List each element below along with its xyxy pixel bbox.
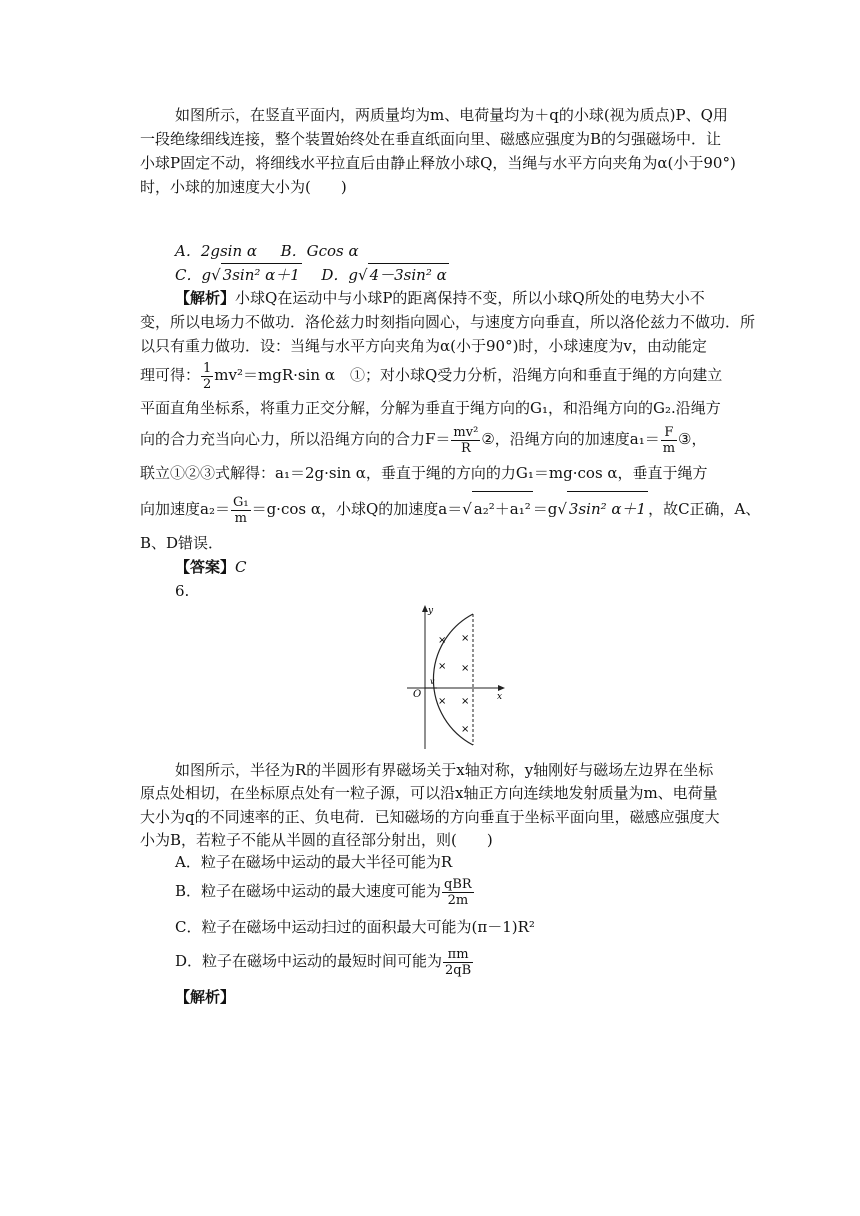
fraction-half: $\frac{1}{2}$ xyxy=(203,360,212,392)
q5-analysis-line-9: B、D错误． xyxy=(140,534,224,552)
q5-stem-line-2: 一段绝缘细线连接，整个装置始终处在垂直纸面向里、磁感应强度为B的匀强磁场中．让 xyxy=(140,130,722,148)
q6-option-a: A．粒子在磁场中运动的最大半径可能为R xyxy=(175,853,453,871)
cross-mark: × xyxy=(438,696,447,707)
q5-option-d-radicand: 4－3sin² α xyxy=(368,263,449,286)
cross-mark: × xyxy=(461,633,470,644)
q5-stem-line-1: 如图所示，在竖直平面内，两质量均为m、电荷量均为＋q的小球(视为质点)P、Q用 xyxy=(175,106,728,124)
q6-option-d: D．粒子在磁场中运动的最短时间可能为 $\frac{\pi m}{2qB}$ xyxy=(175,946,472,978)
q5-analysis-line-1: 【解析】小球Q在运动中与小球P的距离保持不变，所以小球Q所处的电势大小不 xyxy=(175,289,705,307)
cross-mark: × xyxy=(438,635,447,646)
q5-answer-value: C xyxy=(235,558,247,576)
cross-mark: × xyxy=(461,724,470,735)
x-axis-label: x xyxy=(497,692,503,702)
field-crosses xyxy=(438,633,469,735)
q5-analysis-line-3: 以只有重力做功．设：当绳与水平方向夹角为α(小于90°)时，小球速度为v，由动能定 xyxy=(140,337,707,355)
q6-option-c: C．粒子在磁场中运动扫过的面积最大可能为(π－1)R² xyxy=(175,918,535,936)
fraction-mv2-r: $\frac{\text{mv²}}{R}$ xyxy=(453,424,479,456)
q5-analysis-line-7: 联立①②③式解得：a₁＝2g·sin α，垂直于绳的方向的力G₁＝mg·cos α，垂直于绳方 xyxy=(140,464,708,482)
q6-figure xyxy=(397,603,509,755)
q5-options-ab xyxy=(175,240,359,262)
q5-option-c-radicand: 3sin² α＋1 xyxy=(221,263,302,286)
q6-stem-line-4: 小为B，若粒子不能从半圆的直径部分射出，则( ) xyxy=(140,831,493,849)
q5-analysis-line-2: 变，所以电场力不做功．洛伦兹力时刻指向圆心，与速度方向垂直，所以洛伦兹力不做功．所 xyxy=(140,313,756,331)
velocity-label: v xyxy=(430,677,435,686)
cross-mark: × xyxy=(438,661,447,672)
q5-stem-line-4: 时，小球的加速度大小为( ) xyxy=(140,178,347,196)
origin-label: O xyxy=(413,689,422,700)
q5-analysis-line-5: 平面直角坐标系，将重力正交分解，分解为垂直于绳方向的G₁，和沿绳方向的G₂.沿绳方 xyxy=(140,399,721,417)
cross-mark: × xyxy=(461,663,470,674)
q6-number: 6. xyxy=(175,582,190,600)
q5-analysis-line-4: 理可得： $\frac{1}{2}$ mv²＝mgR·sin α ①；对小球Q受力分析，沿绳方向和垂直于绳的方向建立 xyxy=(140,360,723,392)
fraction-pim-2qb: $\frac{\pi m}{2qB}$ xyxy=(445,946,472,978)
q6-option-b: B．粒子在磁场中运动的最大速度可能为 $\frac{\text{qBR}}{2m}$ xyxy=(175,876,472,908)
q5-option-c-prefix: C．g xyxy=(175,266,212,284)
q5-option-b: B．Gcos α xyxy=(280,242,359,260)
x-axis-arrow xyxy=(498,685,505,691)
q6-stem-line-3: 大小为q的不同速率的正、负电荷．已知磁场的方向垂直于坐标平面向里，磁感应强度大 xyxy=(140,808,720,826)
q6-stem-line-2: 原点处相切，在坐标原点处有一粒子源，可以沿x轴正方向连续地发射质量为m、电荷量 xyxy=(140,784,718,802)
q6-analysis-label: 【解析】 xyxy=(175,988,236,1006)
y-axis-label: y xyxy=(428,606,434,616)
fraction-f-m: $\frac{F}{m}$ xyxy=(662,424,676,456)
fraction-qbr-2m: $\frac{\text{qBR}}{2m}$ xyxy=(444,876,472,908)
q6-stem-line-1: 如图所示，半径为R的半圆形有界磁场关于x轴对称，y轴刚好与磁场左边界在坐标 xyxy=(175,761,714,779)
q5-answer-label: 【答案】 xyxy=(175,558,236,576)
q5-option-a: A．2gsin α xyxy=(175,242,258,260)
q5-option-d-prefix: D．g xyxy=(321,266,359,284)
q5-answer xyxy=(175,556,247,578)
cross-mark: × xyxy=(461,696,470,707)
q5-analysis-line-6: 向的合力充当向心力，所以沿绳方向的合力F＝ $\frac{\text{mv²}}{R}$ ②，沿绳方向的加速度a₁＝ $\frac{F}{m}$ ③， xyxy=(140,424,707,456)
q5-options-cd: C．g√ 3sin² α＋1 D．g√ 4－3sin² α xyxy=(175,263,449,286)
q5-analysis-label: 【解析】 xyxy=(175,289,236,307)
fraction-g1-m: $\frac{\text{G₁}}{m}$ xyxy=(232,494,249,526)
q5-analysis-line-8: 向加速度a₂＝ $\frac{\text{G₁}}{m}$ ＝g·cos α，小球Q的加速度a＝√ a₂²＋a₁² ＝g√ 3sin² α＋1 ，故C正确，A、 xyxy=(140,491,760,526)
q5-stem-line-3: 小球P固定不动，将细线水平拉直后由静止释放小球Q，当绳与水平方向夹角为α(小于90°) xyxy=(140,154,736,172)
magnetic-field-diagram xyxy=(397,603,509,751)
